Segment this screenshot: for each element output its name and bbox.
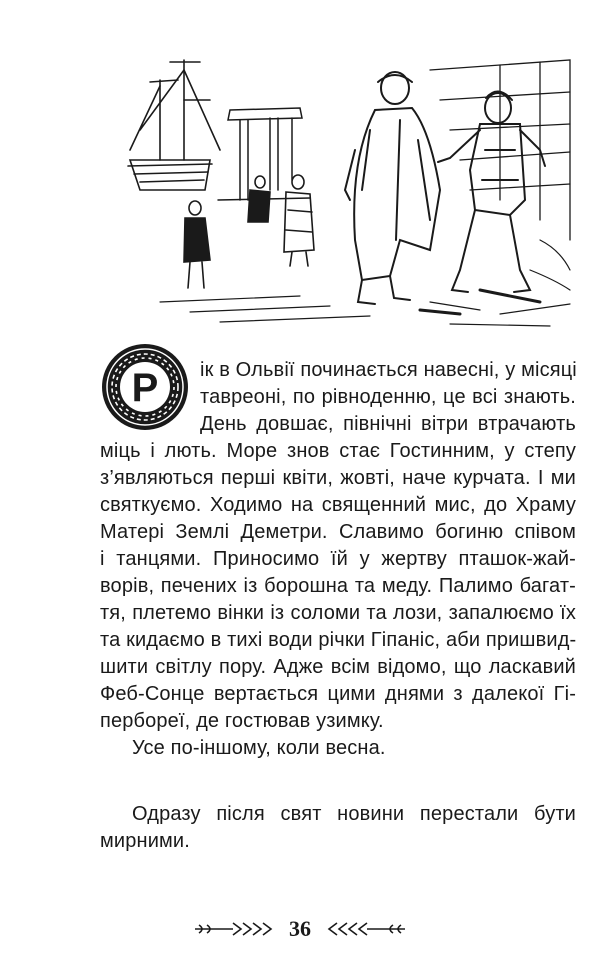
background-figures-icon [184,175,314,288]
page-number: 36 [289,916,311,941]
text-line: міць і лють. Море знов стає Гостинним, у степу [100,440,576,462]
page-footer [0,911,600,947]
harbor-illustration [100,40,578,340]
text-line: і танцями. Приносимо їй у жертву пташок-жай- [100,548,576,570]
text-line: День довшає, північні вітри втрачають [200,413,576,435]
text-line: святкуємо. Ходимо на священний мис, до Храму [100,494,576,516]
main-figures-icon [345,72,545,304]
drop-cap-letter: Р [131,366,159,410]
text-line: ворів, печених із борошна та меду. Палимо багат- [100,575,576,597]
text-line: Матері Землі Деметри. Славимо богиню співом [100,521,576,543]
ship-icon [128,60,220,190]
text-line: мирними. [100,830,190,852]
text-line: з’являються перші квіти, жовті, наче курчата. І ми [100,467,576,489]
text-line: ік в Ольвії починається навесні, у місяці [200,359,577,381]
text-line: Усе по-іншому, коли весна. [132,737,386,759]
text-line: шити світлу пору. Адже всім відомо, що ласкавий [100,656,576,678]
ornament-left-icon [193,920,279,938]
text-line: тавреоні, по рівноденню, це всі знають. [200,386,576,408]
text-line: пербореї, де гостював узимку. [100,710,384,732]
ornament-right-icon [321,920,407,938]
ground-shading-icon [160,240,570,326]
text-line: та кидаємо в тихі води річки Гіпаніс, аби пришвид- [100,629,577,651]
text-line: Феб-Сонце вертається цими днями з далекої Гі- [100,683,576,705]
drop-cap [100,342,190,432]
text-line: Одразу після свят новини перестали бути [132,803,576,825]
text-line: тя, плетемо вінки із соломи та лози, запалюємо їх [100,602,576,624]
